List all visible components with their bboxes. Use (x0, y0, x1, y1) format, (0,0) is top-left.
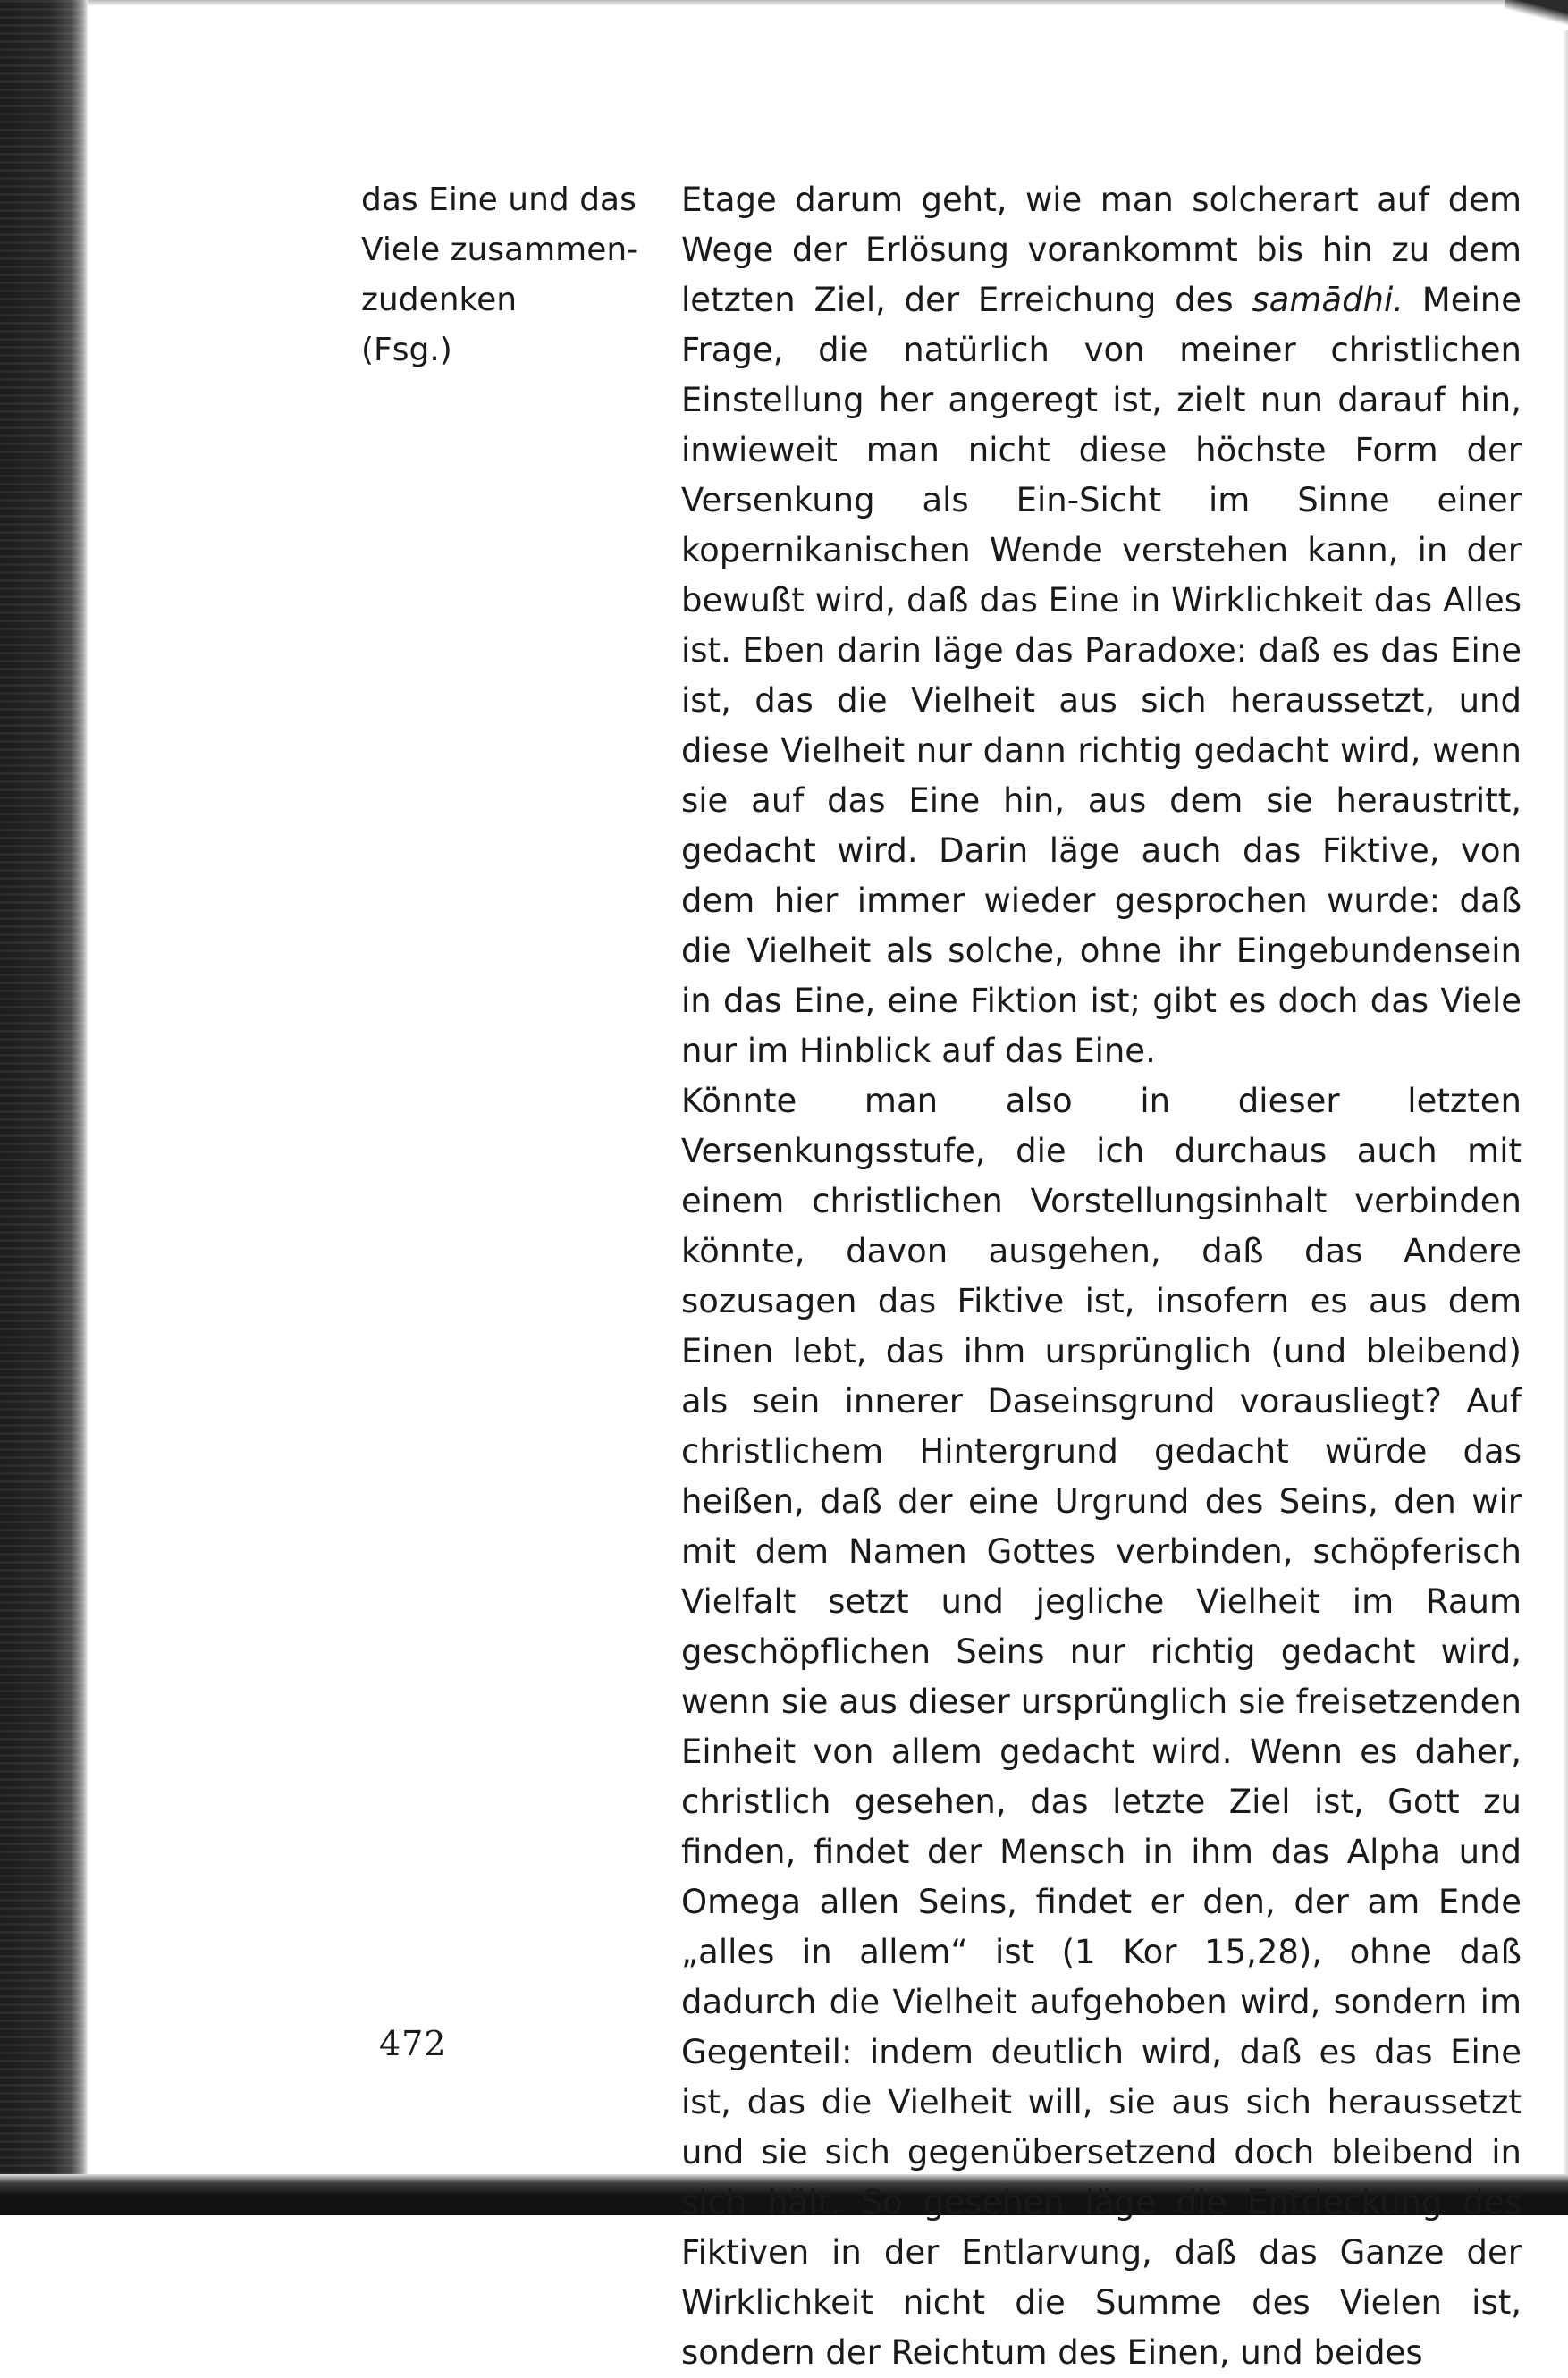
paragraph-2: Könnte man also in dieser letzten Versenkungsstufe, die ich durchaus auch mit einem christlichen Vorstellungsinhalt verbinden könnte, davon ausgehen, daß das Andere sozusagen das Fiktive ist, insofern es aus dem Einen lebt, das ihm ursprünglich (und bleibend) als sein innerer Daseinsgrund vorausliegt? Auf christlichem Hintergrund gedacht würde das heißen, daß der eine Urgrund des Seins, den wir mit dem Namen Gottes verbinden, schöpferisch Vielfalt setzt und jegliche Vielheit im Raum geschöpflichen Seins nur richtig gedacht wird, wenn sie aus dieser ursprünglich sie freisetzenden Einheit von allem gedacht wird. Wenn es daher, christlich gesehen, das letzte Ziel ist, Gott zu finden, findet der Mensch in ihm das Alpha und Omega allen Seins, findet er den, der am Ende „alles in allem“ ist (1 Kor 15,28), ohne daß dadurch die Vielheit aufgehoben wird, sondern im Gegenteil: indem deutlich wird, daß es das Eine ist, das die Vielheit will, sie aus sich heraussetzt und sie sich gegenübersetzend doch bleibend in sich hält. So gesehen läge die Entdeckung des Fiktiven in der Entlarvung, daß das Ganze der Wirklichkeit nicht die Summe des Vielen ist, sondern der Reichtum des Einen, und beides (681, 1082, 1522, 2372)
paragraph-1 (681, 175, 1522, 1076)
body-text (681, 175, 1522, 2378)
scan-border-top (88, 0, 1568, 5)
scan-border-left (0, 0, 88, 2215)
scan-border-right (1563, 30, 1568, 2174)
paragraph-1-text-end: Meine Frage, die natürlich von meiner christlichen Einstellung her angeregt ist, zielt nun darauf hin, inwieweit man nicht diese höchste Form der Versenkung als Ein-Sicht im Sinne einer kopernikanischen Wende verstehen kann, in der bewußt wird, daß das Eine in Wirklichkeit das Alles ist. Eben darin läge das Paradoxe: daß es das Eine ist, das die Vielheit aus sich heraussetzt, und diese Vielheit nur dann richtig gedacht wird, wenn sie auf das Eine hin, aus dem sie heraustritt, gedacht wird. Darin läge auch das Fiktive, von dem hier immer wieder gesprochen wurde: daß die Vielheit als solche, ohne ihr Eingebundensein in das Eine, eine Fiktion ist; gibt es doch das Viele nur im Hinblick auf das Eine. (681, 281, 1522, 1070)
paragraph-1-emphasis: samādhi. (1252, 281, 1404, 319)
scan-corner-top-right (1505, 0, 1568, 30)
page-number: 472 (379, 2024, 447, 2063)
margin-note: das Eine und das Viele zusammen- zudenken (Fsg.) (361, 181, 639, 368)
paragraph-1-text-start: Etage darum geht, wie man solcherart auf dem Wege der Erlösung vorankommt bis hin zu dem letzten Ziel, der Erreichung des (681, 181, 1522, 319)
